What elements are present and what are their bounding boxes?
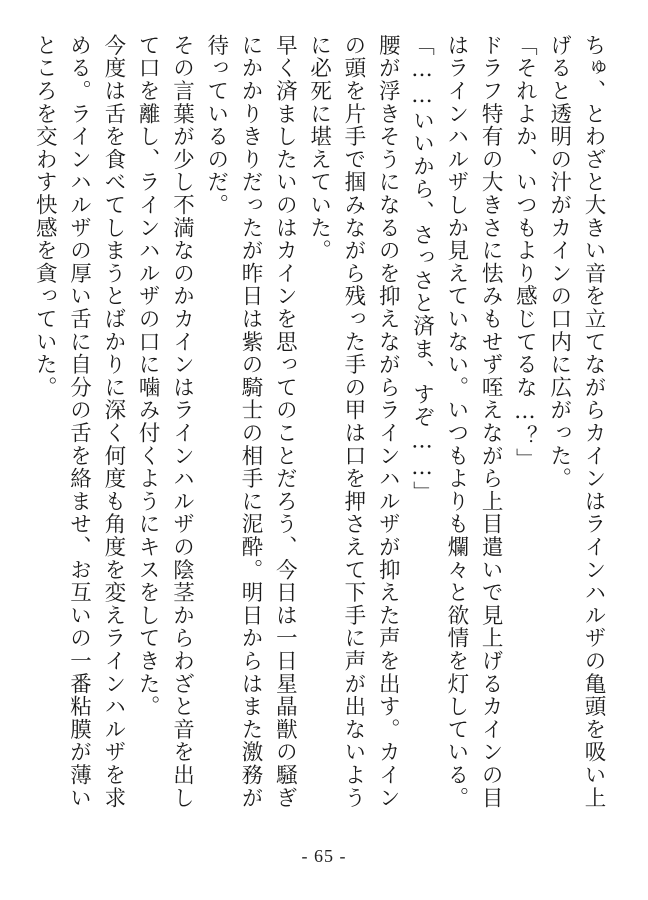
body-text: [30, 34, 610, 824]
paragraph-5: 腰が浮きそうになるのを抑えながらラインハルザが抑えた声を出す。カインの頭を片手で掴みながら残った手の甲は口を押さえて下手に声が出ないように必死に堪えていた。: [306, 34, 401, 810]
paragraph-8: 今度は舌を食べてしまうとばかりに深く何度も角度を変えラインハルザを求める。ラインハルザの厚い舌に自分の舌を絡ませ、お互いの一番粘膜が薄いところを交わす快感を貪っていた。: [32, 34, 126, 810]
paragraph-4-dialogue: 「……いいから、さっさと済ま、すぞ……」: [409, 34, 435, 504]
paragraph-6: 早く済ましたいのはカインを思ってのことだろう、今日は一日星晶獣の騒ぎにかかりきりだったが昨日は紫の騎士の相手に泥酔。明日からはまた激務が待っているのだ。: [203, 34, 298, 810]
page-number: - 65 -: [301, 846, 347, 866]
paragraph-3: ドラフ特有の大きさに怯みもせず咥えながら上目遣いで見上げるカインの目はラインハルザしか見えていない。いつもよりも爛々と欲情を灯している。: [443, 34, 504, 810]
paragraph-7: その言葉が少し不満なのかカインはラインハルザの陰茎からわざと音を出して口を離し、ラインハルザの口に噛み付くようにキスをしてきた。: [135, 34, 195, 810]
paragraph-2-dialogue: 「それよか、いつもより感じてるな…？」: [512, 34, 538, 471]
paragraph-1: ちゅ、とわざと大きい音を立てながらカインはラインハルザの亀頭を吸い上げると透明の汁がカインの口内に広がった。: [546, 34, 606, 810]
